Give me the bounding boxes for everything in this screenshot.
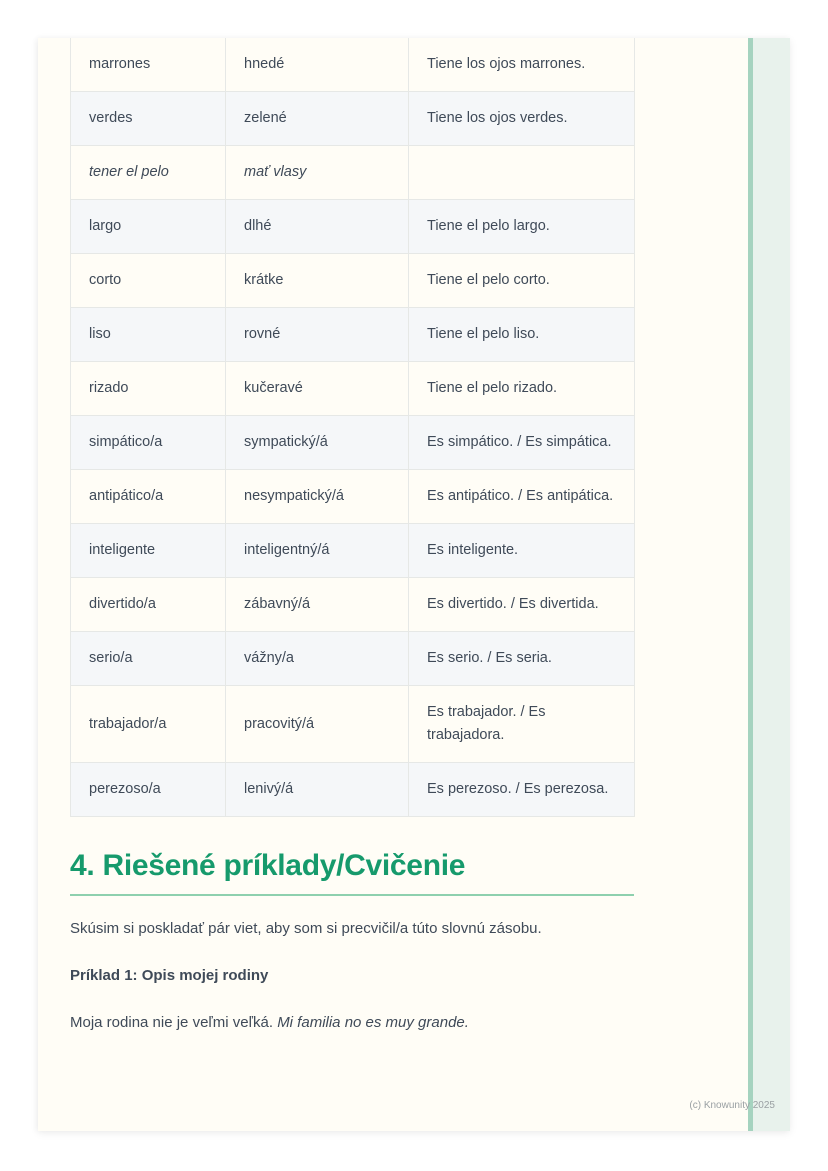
table-cell-sk: krátke [226,254,409,308]
table-cell-sk: pracovitý/á [226,686,409,763]
table-cell-es: tener el pelo [71,146,226,200]
table-row [71,200,635,254]
table-cell-sk: zábavný/á [226,578,409,632]
table-cell-example [409,146,635,200]
table-cell-sk: nesympatický/á [226,470,409,524]
document-page [38,38,790,1131]
table-cell-sk: hnedé [226,38,409,92]
table-cell-example: Tiene el pelo largo. [409,200,635,254]
table-row [71,92,635,146]
table-row [71,578,635,632]
table-cell-sk: zelené [226,92,409,146]
table-cell-es: trabajador/a [71,686,226,763]
table-row [71,470,635,524]
table-cell-sk: dlhé [226,200,409,254]
table-cell-es: antipático/a [71,470,226,524]
table-row [71,524,635,578]
table-cell-example: Es trabajador. / Es trabajadora. [409,686,635,763]
table-row [71,763,635,817]
table-cell-example: Es perezoso. / Es perezosa. [409,763,635,817]
table-row [71,416,635,470]
sentence-spanish-italic: Mi familia no es muy grande. [277,1014,469,1031]
table-cell-es: marrones [71,38,226,92]
example-sentence [70,1012,634,1033]
table-cell-example: Es simpático. / Es simpática. [409,416,635,470]
table-cell-es: simpático/a [71,416,226,470]
table-cell-sk: kučeravé [226,362,409,416]
table-row [71,308,635,362]
table-cell-es: corto [71,254,226,308]
table-row [71,686,635,763]
table-cell-sk: mať vlasy [226,146,409,200]
table-cell-es: rizado [71,362,226,416]
table-cell-es: perezoso/a [71,763,226,817]
table-cell-example: Es serio. / Es seria. [409,632,635,686]
intro-paragraph: Skúsim si poskladať pár viet, aby som si precvičil/a túto slovnú zásobu. [70,920,542,937]
section-heading: 4. Riešené príklady/Cvičenie [70,849,466,882]
section-divider [70,894,634,896]
table-row [71,146,635,200]
table-cell-sk: inteligentný/á [226,524,409,578]
example-title: Príklad 1: Opis mojej rodiny [70,967,269,984]
table-cell-example: Tiene los ojos verdes. [409,92,635,146]
copyright-note: (c) Knowunity 2025 [689,1100,775,1111]
accent-panel [753,38,790,1131]
table-cell-example: Tiene el pelo liso. [409,308,635,362]
table-cell-es: liso [71,308,226,362]
table-cell-example: Es divertido. / Es divertida. [409,578,635,632]
table-cell-es: inteligente [71,524,226,578]
table-cell-es: largo [71,200,226,254]
table-cell-example: Tiene el pelo corto. [409,254,635,308]
table-cell-es: divertido/a [71,578,226,632]
table-cell-sk: lenivý/á [226,763,409,817]
table-cell-es: verdes [71,92,226,146]
table-row [71,38,635,92]
table-row [71,362,635,416]
vocabulary-table-body [71,38,635,817]
page-content [70,38,634,1033]
table-cell-es: serio/a [71,632,226,686]
table-cell-sk: rovné [226,308,409,362]
table-cell-example: Es inteligente. [409,524,635,578]
table-cell-sk: vážny/a [226,632,409,686]
table-cell-example: Tiene los ojos marrones. [409,38,635,92]
table-cell-sk: sympatický/á [226,416,409,470]
sentence-slovak: Moja rodina nie je veľmi veľká. [70,1014,278,1031]
table-cell-example: Es antipático. / Es antipática. [409,470,635,524]
vocabulary-table [70,38,635,817]
table-cell-example: Tiene el pelo rizado. [409,362,635,416]
table-row [71,254,635,308]
table-row [71,632,635,686]
page-edge-accent [748,38,790,1131]
